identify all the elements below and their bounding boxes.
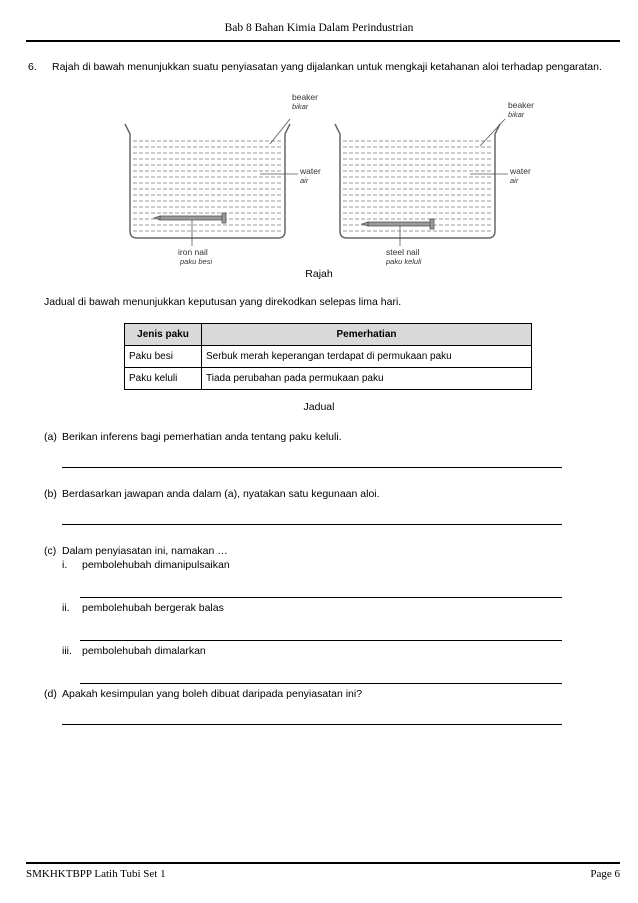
table-cell: Serbuk merah keperangan terdapat di permukaan paku (202, 346, 532, 368)
part-a-text: Berikan inferens bagi pemerhatian anda tentang paku keluli. (62, 431, 342, 443)
table-cell: Tiada perubahan pada permukaan paku (202, 368, 532, 390)
part-d-text: Apakah kesimpulan yang boleh dibuat daripada penyiasatan ini? (62, 688, 363, 700)
part-c-ii-label: ii. (62, 602, 70, 614)
part-d-label: (d) (44, 688, 57, 700)
iron-nail-icon (154, 213, 226, 223)
left-beaker-label-ms: bikar (292, 102, 309, 111)
table-cell: Paku keluli (125, 368, 202, 390)
iron-nail-label-ms: paku besi (180, 257, 213, 266)
question-text: Rajah di bawah menunjukkan suatu penyiasatan yang dijalankan untuk mengkaji ketahanan aloi terhadap pengaratan. (52, 61, 602, 73)
answer-line-b[interactable] (62, 524, 562, 525)
table-header-row (125, 324, 532, 346)
footer-left-text: SMKHKTBPP Latih Tubi Set 1 (26, 868, 166, 880)
answer-line-c-ii[interactable] (80, 640, 562, 641)
right-beaker-label-ms: bikar (508, 110, 525, 119)
footer-rule (26, 862, 620, 864)
part-c-i-text: pembolehubah dimanipulsaikan (82, 559, 230, 571)
answer-line-a[interactable] (62, 467, 562, 468)
table-intro: Jadual di bawah menunjukkan keputusan yang direkodkan selepas lima hari. (44, 296, 402, 308)
right-beaker-label: beaker (508, 100, 534, 110)
table-header-cell: Jenis paku (125, 324, 202, 346)
right-water-label-ms: air (510, 176, 519, 185)
experiment-diagram (100, 86, 560, 266)
table-header-cell: Pemerhatian (202, 324, 532, 346)
part-c-text: Dalam penyiasatan ini, namakan … (62, 545, 228, 557)
steel-nail-label-ms: paku keluli (386, 257, 422, 266)
steel-nail-icon (362, 219, 434, 229)
figure-caption: Rajah (305, 268, 333, 280)
answer-line-c-iii[interactable] (80, 683, 562, 684)
table-caption: Jadual (303, 401, 335, 413)
part-b-text: Berdasarkan jawapan anda dalam (a), nyatakan satu kegunaan aloi. (62, 488, 380, 500)
part-c-iii-text: pembolehubah dimalarkan (82, 645, 206, 657)
left-beaker-label: beaker (292, 92, 318, 102)
table-cell: Paku besi (125, 346, 202, 368)
part-b-label: (b) (44, 488, 57, 500)
steel-nail-label: steel nail (386, 247, 420, 257)
part-c-label: (c) (44, 545, 57, 557)
right-water-label: water (510, 166, 531, 176)
part-c-iii-label: iii. (62, 645, 72, 657)
iron-nail-label: iron nail (178, 247, 208, 257)
page-number: Page 6 (590, 868, 620, 880)
part-c-i-label: i. (62, 559, 68, 571)
left-water-label: water (300, 166, 321, 176)
left-beaker (125, 92, 321, 266)
question-number: 6. (28, 61, 37, 73)
table-row (125, 368, 532, 390)
observation-table (124, 323, 532, 390)
part-a-label: (a) (44, 431, 57, 443)
part-c-ii-text: pembolehubah bergerak balas (82, 602, 224, 614)
header-rule (26, 40, 620, 42)
table-row (125, 346, 532, 368)
page-header-title: Bab 8 Bahan Kimia Dalam Perindustrian (224, 22, 414, 34)
right-beaker (335, 100, 534, 266)
left-water-label-ms: air (300, 176, 309, 185)
answer-line-d[interactable] (62, 724, 562, 725)
answer-line-c-i[interactable] (80, 597, 562, 598)
